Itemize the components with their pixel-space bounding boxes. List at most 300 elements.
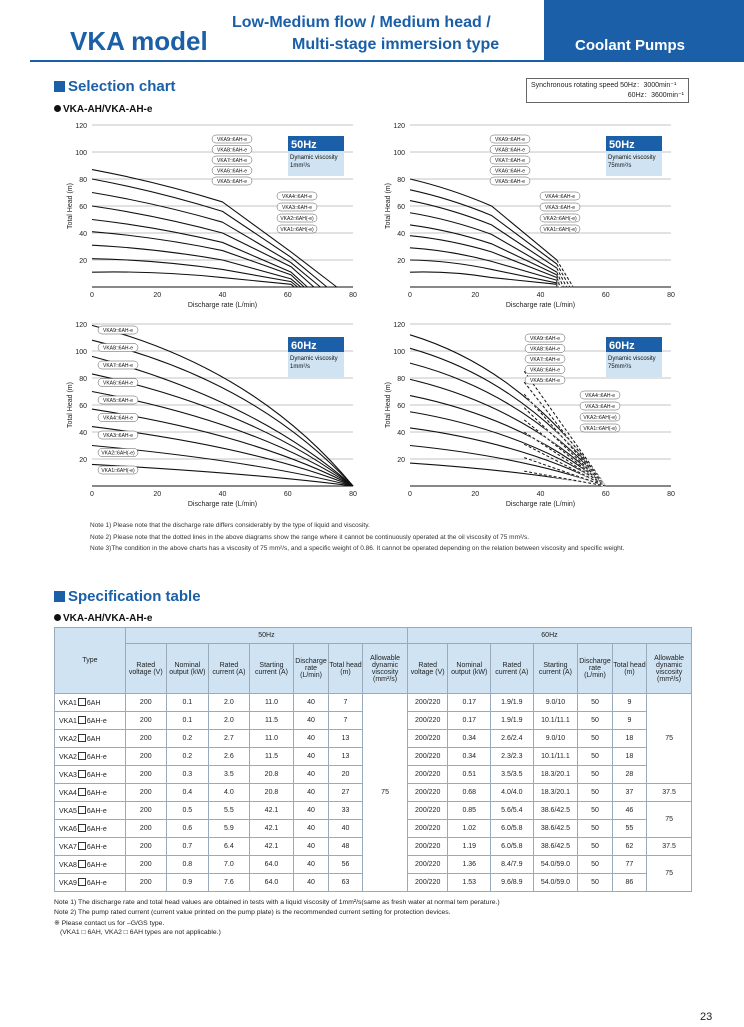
y-axis-label: Total Head (m) xyxy=(67,382,74,428)
x-tick-label: 80 xyxy=(349,491,357,498)
box-icon xyxy=(78,734,86,742)
series-label: VKA6□6AH-e xyxy=(217,168,247,175)
series-label: VKA5□6AH-e xyxy=(495,179,525,185)
cell-60-3: 18.3/20.1 xyxy=(533,766,578,784)
cell-60-3: 9.0/10 xyxy=(533,694,578,712)
cell-50-2: 2.7 xyxy=(209,730,250,748)
chart-c60a xyxy=(67,322,357,508)
table-row xyxy=(55,694,692,712)
header-rule xyxy=(30,60,744,62)
cell-60-0: 200/220 xyxy=(407,748,448,766)
visc-60: 75 xyxy=(647,694,692,784)
cols_50-header-6: Allowable dynamic viscosity (mm²/s) xyxy=(363,644,408,694)
y-tick-label: 20 xyxy=(79,457,87,464)
cell-50-1: 0.3 xyxy=(166,766,209,784)
cell-50-4: 40 xyxy=(294,784,328,802)
cell-50-2: 5.5 xyxy=(209,802,250,820)
cell-60-0: 200/220 xyxy=(407,784,448,802)
type-prefix: VKA1 xyxy=(59,700,77,707)
y-tick-label: 80 xyxy=(79,376,87,383)
cell-60-2: 5.6/5.4 xyxy=(491,802,534,820)
type-cell xyxy=(55,730,126,748)
cell-60-4: 50 xyxy=(578,784,612,802)
cell-60-3: 10.1/11.1 xyxy=(533,748,578,766)
y-tick-label: 60 xyxy=(79,403,87,410)
visc-60: 75 xyxy=(647,802,692,838)
cell-50-0: 200 xyxy=(125,802,166,820)
square-icon xyxy=(54,591,65,602)
cell-60-5: 18 xyxy=(612,730,646,748)
cell-50-4: 40 xyxy=(294,874,328,892)
type-prefix: VKA5 xyxy=(59,808,77,815)
cell-50-4: 40 xyxy=(294,820,328,838)
cell-50-4: 40 xyxy=(294,856,328,874)
cell-60-4: 50 xyxy=(578,874,612,892)
y-tick-label: 100 xyxy=(75,349,87,356)
cell-50-4: 40 xyxy=(294,802,328,820)
chart-c50b xyxy=(385,123,675,309)
x-tick-label: 40 xyxy=(536,491,545,498)
y-tick-label: 120 xyxy=(75,322,87,329)
cell-60-4: 50 xyxy=(578,856,612,874)
group-60hz: 60Hz xyxy=(407,628,691,644)
viscosity-label: Dynamic viscosity xyxy=(608,356,656,362)
cell-60-0: 200/220 xyxy=(407,856,448,874)
cell-50-3: 20.8 xyxy=(249,784,294,802)
cell-50-2: 2.0 xyxy=(209,694,250,712)
hz-label: 60Hz xyxy=(291,340,317,352)
type-suffix: 6AH-e xyxy=(86,844,107,851)
type-cell xyxy=(55,802,126,820)
cell-60-2: 9.6/8.9 xyxy=(491,874,534,892)
cell-50-1: 0.1 xyxy=(166,694,209,712)
cell-60-3: 10.1/11.1 xyxy=(533,712,578,730)
cols_50-header-0: Rated voltage (V) xyxy=(125,644,166,694)
cell-50-2: 7.0 xyxy=(209,856,250,874)
series-label: VKA1□6AH(-e) xyxy=(101,468,135,474)
cell-60-3: 18.3/20.1 xyxy=(533,784,578,802)
cell-60-2: 3.5/3.5 xyxy=(491,766,534,784)
selection-model: VKA-AH/VKA-AH-e xyxy=(54,104,152,115)
series-label: VKA8□6AH-e xyxy=(530,346,560,353)
x-tick-label: 0 xyxy=(408,292,412,299)
cell-60-1: 0.68 xyxy=(448,784,491,802)
spec-heading: Specification table xyxy=(54,588,201,605)
cell-50-3: 42.1 xyxy=(249,802,294,820)
cell-60-5: 77 xyxy=(612,856,646,874)
spec-note-2: Note 2) The pump rated current (current value printed on the pump plate) is the recommended current setting for protection devices. xyxy=(54,909,451,916)
visc-50: 75 xyxy=(363,694,408,892)
box-icon xyxy=(78,752,86,760)
series-label: VKA9□6AH-e xyxy=(495,137,525,143)
series-label: VKA2□6AH(-e) xyxy=(280,216,314,222)
type-prefix: VKA2 xyxy=(59,754,77,761)
x-tick-label: 0 xyxy=(90,292,94,299)
cell-50-3: 64.0 xyxy=(249,856,294,874)
spec-note-1: Note 1) The discharge rate and total head values are obtained in tests with a liquid viscosity of 1mm²/s(same as fresh water at normal tem perature.) xyxy=(54,899,500,906)
type-suffix: 6AH-e xyxy=(86,754,107,761)
type-cell xyxy=(55,784,126,802)
y-tick-label: 40 xyxy=(397,231,405,238)
cell-50-5: 33 xyxy=(328,802,362,820)
y-tick-label: 120 xyxy=(75,123,87,130)
cell-60-1: 0.85 xyxy=(448,802,491,820)
type-prefix: VKA9 xyxy=(59,880,77,887)
type-suffix: 6AH-e xyxy=(86,862,107,869)
cell-60-0: 200/220 xyxy=(407,838,448,856)
y-tick-label: 100 xyxy=(393,349,405,356)
series-label: VKA3□6AH-e xyxy=(545,205,575,211)
cell-60-4: 50 xyxy=(578,802,612,820)
cell-50-3: 64.0 xyxy=(249,874,294,892)
y-tick-label: 60 xyxy=(397,204,405,211)
cell-60-0: 200/220 xyxy=(407,730,448,748)
series-label: VKA9□6AH-e xyxy=(217,137,247,143)
selection-heading: Selection chart xyxy=(54,78,176,95)
cell-60-0: 200/220 xyxy=(407,874,448,892)
cols_50-header-5: Total head (m) xyxy=(328,644,362,694)
y-tick-label: 40 xyxy=(79,430,87,437)
type-cell xyxy=(55,820,126,838)
cell-60-3: 38.6/42.5 xyxy=(533,802,578,820)
cell-60-1: 1.19 xyxy=(448,838,491,856)
series-label: VKA4□6AH-e xyxy=(545,194,575,200)
box-icon xyxy=(78,842,86,850)
cell-60-4: 50 xyxy=(578,730,612,748)
col-type: Type xyxy=(55,628,126,694)
series-label: VKA9□6AH-e xyxy=(103,328,133,334)
cell-50-2: 2.0 xyxy=(209,712,250,730)
cell-50-4: 40 xyxy=(294,766,328,784)
x-tick-label: 40 xyxy=(218,491,227,498)
chart-c60b xyxy=(385,322,675,508)
box-icon xyxy=(78,716,86,724)
hz-label: 50Hz xyxy=(609,139,635,151)
y-tick-label: 80 xyxy=(397,376,405,383)
series-label: VKA6□6AH-e xyxy=(103,380,133,387)
subtitle-line1: Low-Medium flow / Medium head / xyxy=(232,14,491,31)
x-tick-label: 40 xyxy=(536,292,545,299)
speed-line1: Synchronous rotating speed 50Hz：3000min⁻¹ xyxy=(531,82,677,89)
visc-60: 37.5 xyxy=(647,784,692,802)
box-icon xyxy=(78,806,86,814)
bullet-icon xyxy=(54,614,61,621)
x-tick-label: 20 xyxy=(471,491,480,498)
cell-50-2: 7.6 xyxy=(209,874,250,892)
series-label: VKA3□6AH-e xyxy=(282,205,312,211)
x-tick-label: 60 xyxy=(601,491,610,498)
cell-60-4: 50 xyxy=(578,748,612,766)
viscosity-value: 75mm²/s xyxy=(608,364,632,370)
y-tick-label: 80 xyxy=(79,177,87,184)
x-tick-label: 60 xyxy=(601,292,610,299)
x-tick-label: 20 xyxy=(153,491,162,498)
y-tick-label: 40 xyxy=(397,430,405,437)
x-axis-label: Discharge rate (L/min) xyxy=(187,302,258,309)
cell-50-1: 0.8 xyxy=(166,856,209,874)
series-label: VKA1□6AH(-e) xyxy=(280,227,314,233)
cols_60-header-6: Allowable dynamic viscosity (mm²/s) xyxy=(647,644,692,694)
series-label: VKA7□6AH-e xyxy=(495,158,525,164)
cell-60-2: 6.0/5.8 xyxy=(491,820,534,838)
cols_50-header-4: Discharge rate (L/min) xyxy=(294,644,328,694)
x-tick-label: 0 xyxy=(408,491,412,498)
cell-50-1: 0.2 xyxy=(166,730,209,748)
type-prefix: VKA8 xyxy=(59,862,77,869)
page-title: VKA model xyxy=(70,26,208,56)
cell-60-1: 1.36 xyxy=(448,856,491,874)
y-tick-label: 100 xyxy=(75,150,87,157)
page-number: 23 xyxy=(700,1011,713,1023)
cols_60-header-5: Total head (m) xyxy=(612,644,646,694)
y-tick-label: 120 xyxy=(393,123,405,130)
y-tick-label: 120 xyxy=(393,322,405,329)
cell-60-2: 2.3/2.3 xyxy=(491,748,534,766)
cell-60-3: 38.6/42.5 xyxy=(533,820,578,838)
type-prefix: VKA4 xyxy=(59,790,77,797)
cell-60-3: 38.6/42.5 xyxy=(533,838,578,856)
cell-60-0: 200/220 xyxy=(407,802,448,820)
cols_60-header-4: Discharge rate (L/min) xyxy=(578,644,612,694)
type-cell xyxy=(55,748,126,766)
y-axis-label: Total Head (m) xyxy=(67,183,74,229)
cell-50-2: 5.9 xyxy=(209,820,250,838)
series-label: VKA3□6AH-e xyxy=(585,404,615,410)
cell-50-3: 11.0 xyxy=(249,694,294,712)
cell-50-2: 4.0 xyxy=(209,784,250,802)
cell-60-0: 200/220 xyxy=(407,820,448,838)
spec-note-3: ※ Please contact us for –G/GS type. xyxy=(54,920,165,927)
cols_50-header-2: Rated current (A) xyxy=(209,644,250,694)
cell-50-0: 200 xyxy=(125,730,166,748)
series-label: VKA7□6AH-e xyxy=(217,158,247,164)
cell-60-2: 1.9/1.9 xyxy=(491,712,534,730)
type-cell xyxy=(55,856,126,874)
cell-60-4: 50 xyxy=(578,820,612,838)
cell-60-4: 50 xyxy=(578,694,612,712)
chart-c50a xyxy=(67,123,357,309)
cell-50-3: 11.5 xyxy=(249,748,294,766)
box-icon xyxy=(78,824,86,832)
selection-charts xyxy=(0,110,744,515)
type-suffix: 6AH-e xyxy=(86,826,107,833)
type-cell xyxy=(55,766,126,784)
cell-50-5: 7 xyxy=(328,694,362,712)
cell-60-1: 0.34 xyxy=(448,730,491,748)
y-tick-label: 60 xyxy=(79,204,87,211)
cell-60-1: 0.51 xyxy=(448,766,491,784)
cell-60-4: 50 xyxy=(578,712,612,730)
x-tick-label: 20 xyxy=(153,292,162,299)
series-label: VKA8□6AH-e xyxy=(217,147,247,154)
series-label: VKA2□6AH(-e) xyxy=(583,415,617,421)
cell-50-3: 20.8 xyxy=(249,766,294,784)
cell-50-0: 200 xyxy=(125,838,166,856)
series-label: VKA5□6AH-e xyxy=(530,378,560,384)
y-axis-label: Total Head (m) xyxy=(385,382,392,428)
viscosity-value: 1mm²/s xyxy=(290,364,310,370)
x-tick-label: 60 xyxy=(283,292,292,299)
cell-60-2: 2.6/2.4 xyxy=(491,730,534,748)
cell-60-5: 9 xyxy=(612,712,646,730)
cell-50-0: 200 xyxy=(125,694,166,712)
cell-50-1: 0.6 xyxy=(166,820,209,838)
cell-60-2: 8.4/7.9 xyxy=(491,856,534,874)
cell-50-0: 200 xyxy=(125,856,166,874)
cell-60-1: 1.02 xyxy=(448,820,491,838)
series-label: VKA6□6AH-e xyxy=(530,367,560,374)
group-50hz: 50Hz xyxy=(125,628,407,644)
type-suffix: 6AH-e xyxy=(86,772,107,779)
cell-60-3: 54.0/59.0 xyxy=(533,874,578,892)
box-icon xyxy=(78,788,86,796)
curve-VKA1□6AH(-e) xyxy=(92,272,294,287)
viscosity-label: Dynamic viscosity xyxy=(290,356,338,362)
x-tick-label: 80 xyxy=(667,491,675,498)
x-tick-label: 40 xyxy=(218,292,227,299)
cell-50-5: 48 xyxy=(328,838,362,856)
y-tick-label: 40 xyxy=(79,231,87,238)
cell-60-5: 18 xyxy=(612,748,646,766)
cell-50-1: 0.2 xyxy=(166,748,209,766)
cell-50-3: 42.1 xyxy=(249,838,294,856)
cell-50-3: 42.1 xyxy=(249,820,294,838)
type-suffix: 6AH xyxy=(86,700,101,707)
curve-VKA2□6AH(-e) xyxy=(92,259,298,287)
cols_60-header-1: Nominal output (kW) xyxy=(448,644,491,694)
series-label: VKA8□6AH-e xyxy=(103,345,133,352)
cell-50-0: 200 xyxy=(125,784,166,802)
type-suffix: 6AH-e xyxy=(86,790,107,797)
visc-60: 37.5 xyxy=(647,838,692,856)
cell-50-5: 7 xyxy=(328,712,362,730)
series-label: VKA2□6AH(-e) xyxy=(543,216,577,222)
cell-50-4: 40 xyxy=(294,748,328,766)
chart-note-3: Note 3)The condition in the above charts has a viscosity of 75 mm²/s, and a specific weight of 0.86. It cannot be operated depending on the relation between viscosity and specific weight. xyxy=(90,545,625,552)
cell-60-1: 0.34 xyxy=(448,748,491,766)
spec-model: VKA-AH/VKA-AH-e xyxy=(54,613,152,624)
cell-50-4: 40 xyxy=(294,712,328,730)
cell-50-5: 27 xyxy=(328,784,362,802)
hz-label: 60Hz xyxy=(609,340,635,352)
type-prefix: VKA7 xyxy=(59,844,77,851)
cell-60-4: 50 xyxy=(578,838,612,856)
series-label: VKA5□6AH-e xyxy=(217,179,247,185)
cell-60-5: 62 xyxy=(612,838,646,856)
box-icon xyxy=(78,860,86,868)
cell-50-2: 2.6 xyxy=(209,748,250,766)
cell-60-1: 0.17 xyxy=(448,694,491,712)
cell-60-4: 50 xyxy=(578,766,612,784)
cell-50-0: 200 xyxy=(125,820,166,838)
y-tick-label: 20 xyxy=(397,457,405,464)
cell-50-5: 56 xyxy=(328,856,362,874)
x-tick-label: 20 xyxy=(471,292,480,299)
viscosity-label: Dynamic viscosity xyxy=(290,155,338,161)
x-tick-label: 60 xyxy=(283,491,292,498)
y-tick-label: 100 xyxy=(393,150,405,157)
viscosity-value: 1mm²/s xyxy=(290,163,310,169)
cell-50-3: 11.5 xyxy=(249,712,294,730)
category-label: Coolant Pumps xyxy=(575,37,686,54)
type-prefix: VKA1 xyxy=(59,718,77,725)
series-label: VKA6□6AH-e xyxy=(495,168,525,175)
cell-60-3: 9.0/10 xyxy=(533,730,578,748)
type-suffix: 6AH-e xyxy=(86,880,107,887)
type-prefix: VKA2 xyxy=(59,736,77,743)
chart-note-1: Note 1) Please note that the discharge rate differs considerably by the type of liquid and viscosity. xyxy=(90,522,370,529)
x-tick-label: 80 xyxy=(349,292,357,299)
type-prefix: VKA3 xyxy=(59,772,77,779)
chart-note-2: Note 2) Please note that the dotted lines in the above diagrams show the range where it cannot be continuously operated at the oil viscosity of 75 mm²/s. xyxy=(90,534,530,541)
cell-60-3: 54.0/59.0 xyxy=(533,856,578,874)
cell-50-5: 13 xyxy=(328,730,362,748)
series-label: VKA8□6AH-e xyxy=(495,147,525,154)
cell-50-1: 0.5 xyxy=(166,802,209,820)
cols_60-header-0: Rated voltage (V) xyxy=(407,644,448,694)
x-axis-label: Discharge rate (L/min) xyxy=(505,302,576,309)
series-label: VKA7□6AH-e xyxy=(530,357,560,363)
cell-50-1: 0.9 xyxy=(166,874,209,892)
series-label: VKA1□6AH(-e) xyxy=(583,426,617,432)
cell-60-0: 200/220 xyxy=(407,694,448,712)
series-label: VKA3□6AH-e xyxy=(103,433,133,439)
hz-label: 50Hz xyxy=(291,139,317,151)
cell-50-4: 40 xyxy=(294,838,328,856)
subtitle-line2: Multi-stage immersion type xyxy=(292,36,500,53)
cell-60-1: 1.53 xyxy=(448,874,491,892)
series-label: VKA7□6AH-e xyxy=(103,363,133,369)
cell-50-1: 0.1 xyxy=(166,712,209,730)
cols_50-header-3: Starting current (A) xyxy=(249,644,294,694)
viscosity-value: 75mm²/s xyxy=(608,163,632,169)
spec-note-4: (VKA1 □ 6AH, VKA2 □ 6AH types are not applicable.) xyxy=(60,929,221,936)
x-tick-label: 0 xyxy=(90,491,94,498)
cell-50-4: 40 xyxy=(294,730,328,748)
spec-table xyxy=(54,627,692,892)
type-cell xyxy=(55,874,126,892)
cell-60-2: 1.9/1.9 xyxy=(491,694,534,712)
cell-60-5: 46 xyxy=(612,802,646,820)
visc-60: 75 xyxy=(647,856,692,892)
cols_60-header-3: Starting current (A) xyxy=(533,644,578,694)
cell-50-0: 200 xyxy=(125,748,166,766)
type-prefix: VKA6 xyxy=(59,826,77,833)
speed-box xyxy=(526,78,689,103)
cell-60-1: 0.17 xyxy=(448,712,491,730)
cols_60-header-2: Rated current (A) xyxy=(491,644,534,694)
type-cell xyxy=(55,694,126,712)
cell-60-5: 55 xyxy=(612,820,646,838)
cell-50-2: 3.5 xyxy=(209,766,250,784)
cell-50-5: 63 xyxy=(328,874,362,892)
cell-60-5: 28 xyxy=(612,766,646,784)
cell-60-2: 4.0/4.0 xyxy=(491,784,534,802)
series-label: VKA9□6AH-e xyxy=(530,336,560,342)
box-icon xyxy=(78,698,86,706)
series-label: VKA2□6AH(-e) xyxy=(101,450,135,457)
cell-50-0: 200 xyxy=(125,874,166,892)
cell-50-4: 40 xyxy=(294,694,328,712)
series-label: VKA4□6AH-e xyxy=(103,415,133,422)
type-suffix: 6AH-e xyxy=(86,808,107,815)
cols_50-header-1: Nominal output (kW) xyxy=(166,644,209,694)
box-icon xyxy=(78,878,86,886)
series-label: VKA4□6AH-e xyxy=(282,194,312,200)
y-tick-label: 20 xyxy=(397,258,405,265)
y-tick-label: 20 xyxy=(79,258,87,265)
y-axis-label: Total Head (m) xyxy=(385,183,392,229)
